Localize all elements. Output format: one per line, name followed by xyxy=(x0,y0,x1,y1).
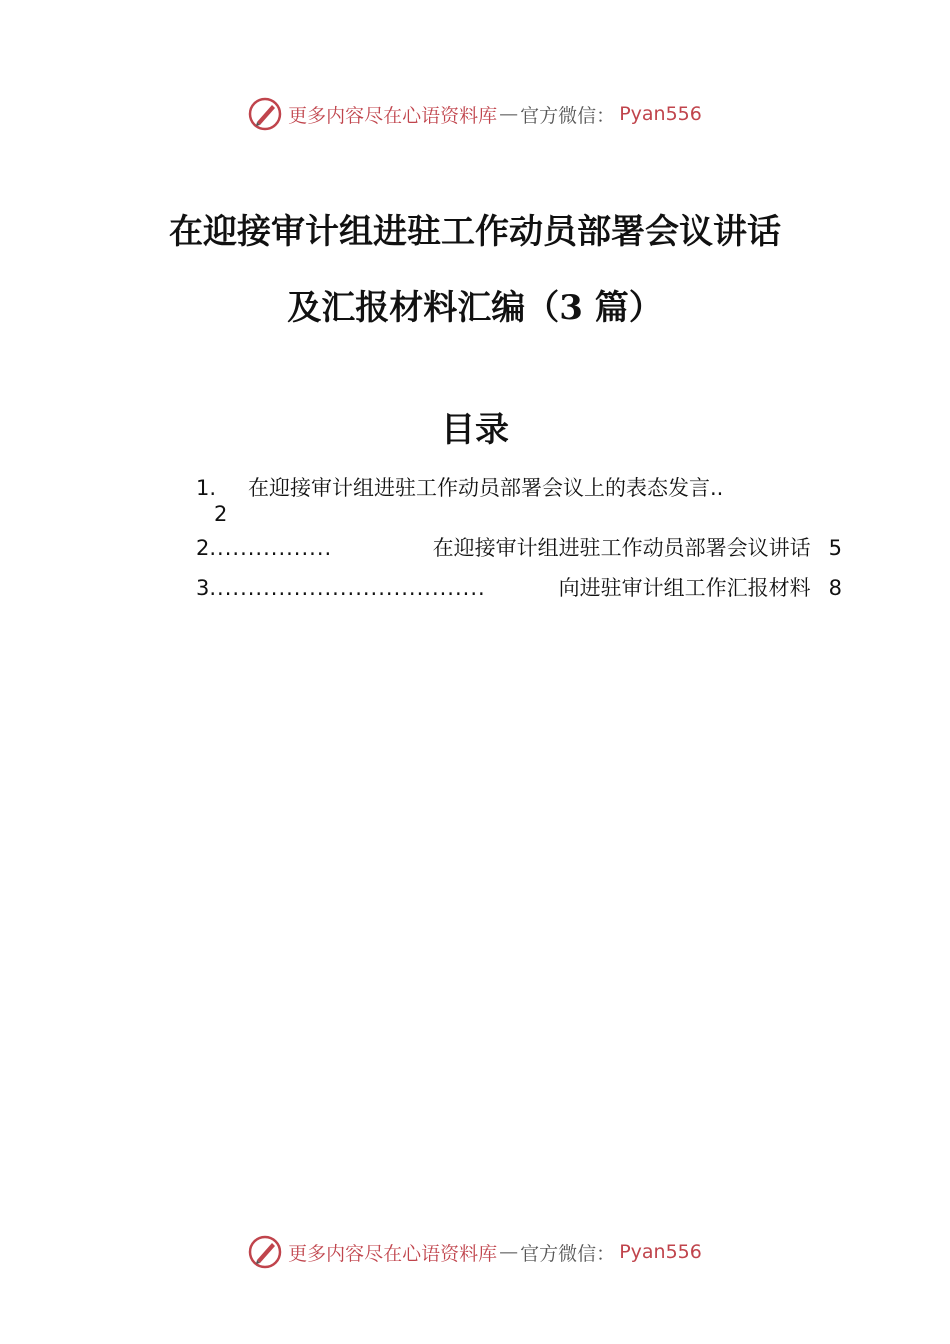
banner-wechat-id: Pyan556 xyxy=(619,1241,702,1263)
toc-item-number: 3 xyxy=(196,576,210,600)
banner-dash: — xyxy=(499,1241,519,1263)
toc-heading: 目录 xyxy=(441,410,509,450)
toc-item-title: 在迎接审计组进驻工作动员部署会议讲话 xyxy=(432,536,811,560)
toc-item-number: 2 xyxy=(196,536,210,560)
table-of-contents xyxy=(196,472,842,612)
toc-item-page: 8 xyxy=(828,576,842,600)
banner-wechat-label: 官方微信： xyxy=(520,104,616,127)
toc-item-2[interactable] xyxy=(196,532,842,572)
toc-item-title: 向进驻审计组工作汇报材料 xyxy=(558,576,811,600)
banner-wechat-label: 官方微信： xyxy=(520,1242,616,1265)
toc-item-title: 在迎接审计组进驻工作动员部署会议上的表态发言.. xyxy=(248,476,724,500)
toc-item-page: 5 xyxy=(828,536,842,560)
pen-circle-logo-icon xyxy=(248,97,282,131)
toc-item-number: 1. xyxy=(196,476,217,500)
header-banner xyxy=(0,94,950,134)
toc-dot-leader: ................ xyxy=(209,536,333,560)
banner-text: 更多内容尽在心语资料库 xyxy=(288,1242,498,1265)
toc-dot-leader: .................................... xyxy=(209,576,486,600)
document-title-line2: 及汇报材料汇编（3 篇） xyxy=(287,288,663,328)
toc-item-1-page: 2 xyxy=(214,502,228,526)
document-title-line1: 在迎接审计组进驻工作动员部署会议讲话 xyxy=(169,212,781,252)
pen-circle-logo-icon xyxy=(248,1235,282,1269)
banner-wechat-id: Pyan556 xyxy=(619,103,702,125)
toc-item-3[interactable] xyxy=(196,572,842,612)
footer-banner xyxy=(0,1232,950,1272)
banner-dash: — xyxy=(499,103,519,125)
banner-text: 更多内容尽在心语资料库 xyxy=(288,104,498,127)
